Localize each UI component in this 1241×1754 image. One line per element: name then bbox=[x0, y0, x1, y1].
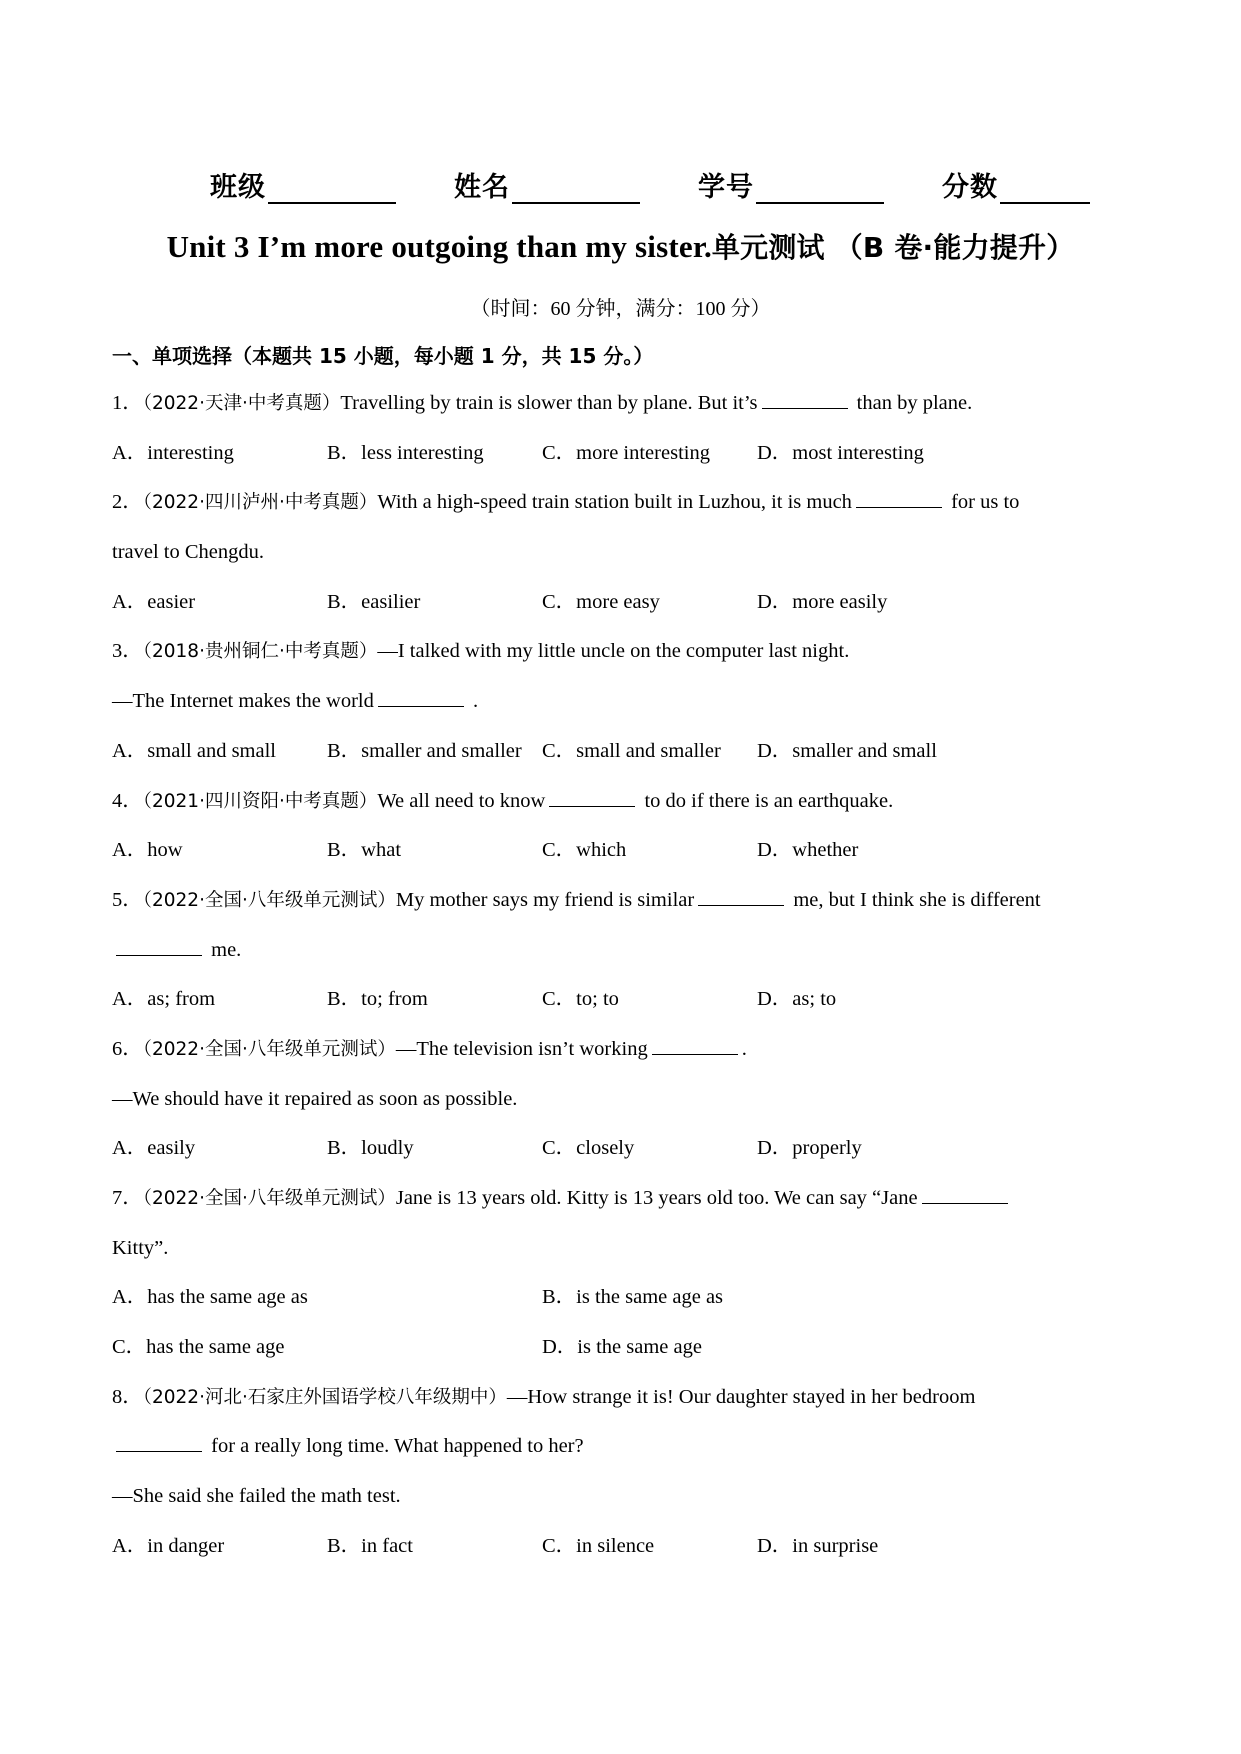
option-d[interactable]: D．most interesting bbox=[757, 441, 924, 464]
question-text: . bbox=[467, 690, 479, 713]
option-b[interactable]: B．less interesting bbox=[327, 441, 484, 464]
option-c[interactable]: C．more easy bbox=[542, 590, 660, 613]
option-d[interactable]: D．is the same age bbox=[542, 1336, 702, 1359]
option-a[interactable]: A．as; from bbox=[112, 988, 216, 1011]
question-line bbox=[112, 487, 1142, 537]
class-blank[interactable] bbox=[268, 174, 396, 204]
question-number: 6． bbox=[112, 1037, 143, 1060]
answer-blank[interactable] bbox=[698, 885, 784, 906]
option-a[interactable]: A．how bbox=[112, 839, 183, 862]
title-chinese: 单元测试 （B 卷·能力提升） bbox=[711, 231, 1075, 264]
option-a[interactable]: A．has the same age as bbox=[112, 1286, 308, 1309]
question-source: （2022·全国·八年级单元测试） bbox=[142, 1188, 396, 1209]
options-row bbox=[112, 984, 1142, 1034]
question-text: My mother says my friend is similar bbox=[395, 888, 695, 911]
option-b[interactable]: B．is the same age as bbox=[542, 1286, 724, 1309]
question-text: —The Internet makes the world bbox=[112, 690, 374, 713]
name-label: 姓名 bbox=[454, 172, 510, 203]
options-row bbox=[112, 1332, 1142, 1382]
option-a[interactable]: A．easily bbox=[112, 1137, 196, 1160]
question-line bbox=[112, 1183, 1142, 1233]
student-id-field[interactable] bbox=[698, 165, 884, 204]
option-c[interactable]: C．in silence bbox=[542, 1534, 655, 1557]
option-c[interactable]: C．which bbox=[542, 839, 627, 862]
question-text: . bbox=[741, 1037, 747, 1060]
question-text: Travelling by train is slower than by plane. But it’s bbox=[340, 392, 758, 414]
question-number: 4． bbox=[112, 789, 143, 812]
title-english: Unit 3 I’m more outgoing than my sister. bbox=[166, 229, 712, 264]
score-label: 分数 bbox=[942, 172, 998, 203]
option-d[interactable]: D．smaller and small bbox=[757, 739, 937, 762]
answer-blank[interactable] bbox=[378, 686, 464, 707]
question-line bbox=[112, 1233, 1142, 1283]
question-text: —The television isn’t working bbox=[395, 1037, 648, 1060]
options-row bbox=[112, 587, 1142, 637]
option-d[interactable]: D．more easily bbox=[757, 590, 888, 613]
question-line bbox=[112, 1382, 1142, 1432]
question-text: for us to bbox=[945, 491, 1020, 514]
answer-blank[interactable] bbox=[856, 487, 942, 508]
question-text: —I talked with my little uncle on the computer last night. bbox=[377, 640, 850, 663]
question-line bbox=[112, 537, 1142, 587]
student-id-blank[interactable] bbox=[756, 174, 884, 204]
option-c[interactable]: C．to; to bbox=[542, 988, 619, 1011]
score-field[interactable] bbox=[942, 165, 1090, 204]
answer-blank[interactable] bbox=[116, 1431, 202, 1452]
student-id-label: 学号 bbox=[698, 172, 754, 203]
question-text: —How strange it is! Our daughter stayed in her bedroom bbox=[506, 1385, 976, 1408]
option-c[interactable]: C．more interesting bbox=[542, 441, 710, 464]
student-info-fields bbox=[210, 160, 1130, 204]
answer-blank[interactable] bbox=[922, 1183, 1008, 1204]
question-line bbox=[112, 786, 1142, 836]
options-row bbox=[112, 1133, 1142, 1183]
question-line bbox=[112, 885, 1142, 935]
page-title bbox=[0, 226, 1241, 266]
option-b[interactable]: B．what bbox=[327, 839, 402, 862]
question-text: We all need to know bbox=[377, 789, 546, 812]
options-row bbox=[112, 835, 1142, 885]
option-a[interactable]: A．in danger bbox=[112, 1534, 225, 1557]
option-b[interactable]: B．to; from bbox=[327, 988, 428, 1011]
question-line bbox=[112, 1431, 1142, 1481]
question-text: me. bbox=[206, 938, 242, 961]
option-b[interactable]: B．in fact bbox=[327, 1534, 413, 1557]
name-field[interactable] bbox=[454, 165, 640, 204]
question-text: travel to Chengdu. bbox=[112, 541, 265, 564]
question-number: 2． bbox=[112, 491, 143, 514]
options-row bbox=[112, 1282, 1142, 1332]
option-a[interactable]: A．easier bbox=[112, 590, 196, 613]
question-source: （2018·贵州铜仁·中考真题） bbox=[142, 641, 378, 663]
option-b[interactable]: B．smaller and smaller bbox=[327, 739, 522, 762]
answer-blank[interactable] bbox=[652, 1034, 738, 1055]
question-list bbox=[112, 388, 1142, 1581]
question-text: With a high-speed train station built in Luzhou, it is much bbox=[377, 491, 852, 514]
question-text: Jane is 13 years old. Kitty is 13 years old too. We can say “Jane bbox=[395, 1187, 918, 1209]
section-heading: 一、单项选择（本题共 15 小题，每小题 1 分，共 15 分。） bbox=[112, 344, 654, 368]
question-source: （2022·全国·八年级单元测试） bbox=[142, 889, 396, 911]
question-text: Kitty”. bbox=[112, 1236, 169, 1259]
class-field[interactable] bbox=[210, 165, 396, 204]
question-text: me, but I think she is different bbox=[788, 888, 1041, 911]
option-b[interactable]: B．easilier bbox=[327, 590, 421, 613]
exam-time-info: （时间：60 分钟，满分：100 分） bbox=[470, 298, 771, 320]
question-source: （2022·天津·中考真题） bbox=[142, 393, 341, 414]
question-number: 7． bbox=[112, 1187, 143, 1209]
question-text: for a really long time. What happened to her? bbox=[206, 1435, 584, 1458]
question-line bbox=[112, 636, 1142, 686]
option-c[interactable]: C．closely bbox=[542, 1137, 635, 1160]
answer-blank[interactable] bbox=[762, 388, 848, 409]
answer-blank[interactable] bbox=[116, 935, 202, 956]
question-source: （2022·河北·石家庄外国语学校八年级期中） bbox=[142, 1386, 507, 1408]
question-text: than by plane. bbox=[851, 392, 973, 414]
option-b[interactable]: B．loudly bbox=[327, 1137, 414, 1160]
option-d[interactable]: D．properly bbox=[757, 1137, 862, 1160]
option-a[interactable]: A．interesting bbox=[112, 441, 234, 464]
question-text: to do if there is an earthquake. bbox=[639, 789, 894, 812]
question-line bbox=[112, 1481, 1142, 1531]
question-number: 8． bbox=[112, 1385, 143, 1408]
option-d[interactable]: D．as; to bbox=[757, 988, 837, 1011]
question-number: 3． bbox=[112, 640, 143, 663]
name-blank[interactable] bbox=[512, 174, 640, 204]
options-row bbox=[112, 438, 1142, 488]
question-number: 5． bbox=[112, 888, 143, 911]
class-label: 班级 bbox=[210, 172, 266, 203]
answer-blank[interactable] bbox=[549, 786, 635, 807]
question-line bbox=[112, 935, 1142, 985]
question-line bbox=[112, 686, 1142, 736]
question-source: （2022·四川泸州·中考真题） bbox=[142, 492, 378, 514]
options-row bbox=[112, 1531, 1142, 1581]
option-d[interactable]: D．whether bbox=[757, 839, 859, 862]
question-text: —We should have it repaired as soon as possible. bbox=[112, 1087, 518, 1110]
question-text: —She said she failed the math test. bbox=[112, 1485, 401, 1508]
options-row bbox=[112, 736, 1142, 786]
option-c[interactable]: C．small and smaller bbox=[542, 739, 721, 762]
question-source: （2022·全国·八年级单元测试） bbox=[142, 1038, 396, 1060]
question-number: 1． bbox=[112, 392, 143, 414]
question-source: （2021·四川资阳·中考真题） bbox=[142, 790, 378, 812]
question-line bbox=[112, 1084, 1142, 1134]
question-line bbox=[112, 388, 1142, 438]
option-c[interactable]: C．has the same age bbox=[112, 1336, 285, 1359]
option-d[interactable]: D．in surprise bbox=[757, 1534, 879, 1557]
question-line bbox=[112, 1034, 1142, 1084]
option-a[interactable]: A．small and small bbox=[112, 739, 276, 762]
score-blank[interactable] bbox=[1000, 174, 1090, 204]
